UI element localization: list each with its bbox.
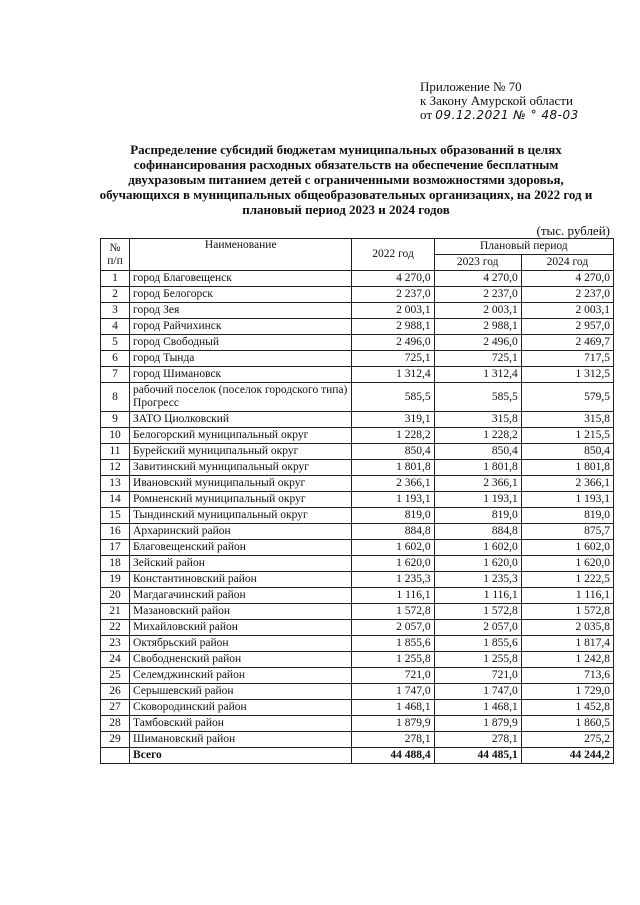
row-number: 10	[101, 428, 130, 444]
row-name: Мазановский район	[130, 604, 352, 620]
row-name: город Тында	[130, 351, 352, 367]
row-name: город Райчихинск	[130, 319, 352, 335]
row-value-2024: 2 003,1	[521, 303, 613, 319]
row-value-2022: 319,1	[352, 412, 434, 428]
row-number: 27	[101, 700, 130, 716]
row-name: город Свободный	[130, 335, 352, 351]
table-row	[101, 492, 614, 508]
row-value-2023: 1 468,1	[434, 700, 521, 716]
row-value-2023: 2 366,1	[434, 476, 521, 492]
document-title: Распределение субсидий бюджетам муниципальных образований в целях софинансирования расходных обязательств на обеспечение бесплатным двухразовым питанием детей с ограниченными возможностями здоровья, обучающихся в муниципальных общеобразовательных организациях, на 2022 год и плановый период 2023 и 2024 годов	[99, 142, 593, 217]
row-name: Ромненский муниципальный округ	[130, 492, 352, 508]
row-value-2024: 1 729,0	[521, 684, 613, 700]
row-value-2022: 725,1	[352, 351, 434, 367]
table-row	[101, 652, 614, 668]
row-value-2024: 579,5	[521, 383, 613, 412]
row-value-2022: 2 988,1	[352, 319, 434, 335]
row-value-2022: 1 228,2	[352, 428, 434, 444]
row-number: 8	[101, 383, 130, 412]
total-2023: 44 485,1	[434, 748, 521, 764]
row-value-2023: 1 747,0	[434, 684, 521, 700]
row-value-2023: 1 572,8	[434, 604, 521, 620]
table-row	[101, 319, 614, 335]
appendix-from-label: от	[420, 107, 433, 122]
appendix-law: к Закону Амурской области	[420, 93, 573, 108]
row-value-2022: 1 255,8	[352, 652, 434, 668]
table-row	[101, 444, 614, 460]
row-value-2022: 1 235,3	[352, 572, 434, 588]
table-row	[101, 572, 614, 588]
row-number: 26	[101, 684, 130, 700]
row-value-2023: 4 270,0	[434, 271, 521, 287]
row-value-2024: 1 312,5	[521, 367, 613, 383]
total-2022: 44 488,4	[352, 748, 434, 764]
row-value-2023: 2 003,1	[434, 303, 521, 319]
table-row	[101, 367, 614, 383]
table-row	[101, 271, 614, 287]
row-value-2023: 884,8	[434, 524, 521, 540]
row-value-2023: 585,5	[434, 383, 521, 412]
row-value-2022: 1 312,4	[352, 367, 434, 383]
table-row	[101, 732, 614, 748]
row-number: 3	[101, 303, 130, 319]
row-name: Свободненский район	[130, 652, 352, 668]
table-row	[101, 636, 614, 652]
row-value-2024: 1 801,8	[521, 460, 613, 476]
row-value-2022: 1 855,6	[352, 636, 434, 652]
table-row	[101, 684, 614, 700]
row-name: город Шимановск	[130, 367, 352, 383]
table-row	[101, 287, 614, 303]
table-row	[101, 508, 614, 524]
row-value-2024: 1 116,1	[521, 588, 613, 604]
row-name: Константиновский район	[130, 572, 352, 588]
row-value-2022: 278,1	[352, 732, 434, 748]
row-name: Благовещенский район	[130, 540, 352, 556]
handwritten-date: 09.12.2021 № ° 48-03	[435, 108, 579, 122]
table-row	[101, 460, 614, 476]
table-body	[101, 271, 614, 748]
row-value-2023: 850,4	[434, 444, 521, 460]
row-value-2024: 875,7	[521, 524, 613, 540]
row-value-2023: 1 116,1	[434, 588, 521, 604]
row-number: 21	[101, 604, 130, 620]
row-value-2024: 2 366,1	[521, 476, 613, 492]
total-row	[101, 748, 614, 764]
row-value-2022: 2 057,0	[352, 620, 434, 636]
row-value-2022: 1 747,0	[352, 684, 434, 700]
row-value-2024: 1 215,5	[521, 428, 613, 444]
row-value-2023: 725,1	[434, 351, 521, 367]
row-value-2023: 819,0	[434, 508, 521, 524]
row-value-2024: 1 452,8	[521, 700, 613, 716]
header-name: Наименование	[130, 239, 352, 271]
row-value-2022: 819,0	[352, 508, 434, 524]
row-number: 25	[101, 668, 130, 684]
row-number: 11	[101, 444, 130, 460]
row-value-2024: 2 035,8	[521, 620, 613, 636]
subsidy-table	[100, 238, 614, 764]
row-value-2023: 721,0	[434, 668, 521, 684]
table-row	[101, 412, 614, 428]
row-value-2024: 315,8	[521, 412, 613, 428]
row-number: 5	[101, 335, 130, 351]
row-number: 22	[101, 620, 130, 636]
row-name: Селемджинский район	[130, 668, 352, 684]
header-plan-period: Плановый период	[434, 239, 613, 255]
row-number: 7	[101, 367, 130, 383]
row-value-2022: 1 572,8	[352, 604, 434, 620]
row-value-2023: 315,8	[434, 412, 521, 428]
table-row	[101, 351, 614, 367]
header-2024: 2024 год	[521, 255, 613, 271]
row-value-2023: 1 235,3	[434, 572, 521, 588]
header-2022: 2022 год	[352, 239, 434, 271]
row-value-2022: 1 468,1	[352, 700, 434, 716]
table-row	[101, 604, 614, 620]
row-value-2023: 1 228,2	[434, 428, 521, 444]
row-name: город Белогорск	[130, 287, 352, 303]
row-value-2024: 1 602,0	[521, 540, 613, 556]
row-number: 14	[101, 492, 130, 508]
header-num: № п/п	[101, 239, 130, 271]
row-name: Серышевский район	[130, 684, 352, 700]
total-num-cell	[101, 748, 130, 764]
row-name: Сковородинский район	[130, 700, 352, 716]
row-number: 20	[101, 588, 130, 604]
row-name: город Благовещенск	[130, 271, 352, 287]
row-value-2022: 884,8	[352, 524, 434, 540]
row-value-2022: 850,4	[352, 444, 434, 460]
row-value-2022: 2 496,0	[352, 335, 434, 351]
row-value-2023: 2 057,0	[434, 620, 521, 636]
row-number: 29	[101, 732, 130, 748]
row-number: 4	[101, 319, 130, 335]
row-value-2022: 721,0	[352, 668, 434, 684]
row-name: Ивановский муниципальный округ	[130, 476, 352, 492]
row-value-2024: 275,2	[521, 732, 613, 748]
total-2024: 44 244,2	[521, 748, 613, 764]
row-value-2024: 2 469,7	[521, 335, 613, 351]
row-name: ЗАТО Циолковский	[130, 412, 352, 428]
row-number: 28	[101, 716, 130, 732]
row-number: 16	[101, 524, 130, 540]
row-value-2024: 4 270,0	[521, 271, 613, 287]
row-value-2022: 2 366,1	[352, 476, 434, 492]
row-value-2023: 1 312,4	[434, 367, 521, 383]
row-name: Магдагачинский район	[130, 588, 352, 604]
appendix-number: Приложение № 70	[420, 79, 522, 94]
row-name: рабочий поселок (поселок городского типа) Прогресс	[130, 383, 352, 412]
row-value-2024: 1 817,4	[521, 636, 613, 652]
row-value-2024: 2 957,0	[521, 319, 613, 335]
row-value-2024: 713,6	[521, 668, 613, 684]
row-value-2022: 4 270,0	[352, 271, 434, 287]
row-value-2023: 1 801,8	[434, 460, 521, 476]
table-row	[101, 700, 614, 716]
row-value-2023: 278,1	[434, 732, 521, 748]
row-name: Завитинский муниципальный округ	[130, 460, 352, 476]
row-name: Зейский район	[130, 556, 352, 572]
row-name: Тамбовский район	[130, 716, 352, 732]
row-number: 13	[101, 476, 130, 492]
row-value-2024: 1 620,0	[521, 556, 613, 572]
table-row	[101, 524, 614, 540]
row-value-2024: 1 193,1	[521, 492, 613, 508]
row-value-2022: 2 237,0	[352, 287, 434, 303]
row-value-2022: 2 003,1	[352, 303, 434, 319]
row-name: Октябрьский район	[130, 636, 352, 652]
row-number: 1	[101, 271, 130, 287]
row-value-2024: 1 572,8	[521, 604, 613, 620]
total-label: Всего	[130, 748, 352, 764]
row-number: 12	[101, 460, 130, 476]
row-number: 17	[101, 540, 130, 556]
row-number: 24	[101, 652, 130, 668]
row-name: Белогорский муниципальный округ	[130, 428, 352, 444]
row-name: Шимановский район	[130, 732, 352, 748]
row-name: город Зея	[130, 303, 352, 319]
table-row	[101, 620, 614, 636]
table-row	[101, 540, 614, 556]
table-row	[101, 476, 614, 492]
row-value-2024: 717,5	[521, 351, 613, 367]
row-value-2022: 1 193,1	[352, 492, 434, 508]
table-row	[101, 335, 614, 351]
row-value-2024: 2 237,0	[521, 287, 613, 303]
row-number: 6	[101, 351, 130, 367]
table-row	[101, 383, 614, 412]
appendix-date-line	[420, 108, 579, 122]
row-value-2023: 2 496,0	[434, 335, 521, 351]
row-value-2023: 1 193,1	[434, 492, 521, 508]
row-name: Архаринский район	[130, 524, 352, 540]
row-value-2022: 1 116,1	[352, 588, 434, 604]
row-number: 15	[101, 508, 130, 524]
row-value-2022: 1 620,0	[352, 556, 434, 572]
row-value-2022: 585,5	[352, 383, 434, 412]
row-value-2023: 1 879,9	[434, 716, 521, 732]
row-value-2023: 1 602,0	[434, 540, 521, 556]
row-value-2023: 2 237,0	[434, 287, 521, 303]
header-2023: 2023 год	[434, 255, 521, 271]
appendix-block	[420, 80, 579, 122]
row-value-2024: 819,0	[521, 508, 613, 524]
table-row	[101, 303, 614, 319]
row-name: Михайловский район	[130, 620, 352, 636]
row-value-2024: 1 242,8	[521, 652, 613, 668]
table-row	[101, 668, 614, 684]
table-row	[101, 428, 614, 444]
table-row	[101, 716, 614, 732]
row-value-2024: 850,4	[521, 444, 613, 460]
row-number: 2	[101, 287, 130, 303]
row-number: 18	[101, 556, 130, 572]
row-value-2023: 1 855,6	[434, 636, 521, 652]
row-number: 19	[101, 572, 130, 588]
row-value-2023: 2 988,1	[434, 319, 521, 335]
row-value-2023: 1 620,0	[434, 556, 521, 572]
row-value-2024: 1 860,5	[521, 716, 613, 732]
row-name: Бурейский муниципальный округ	[130, 444, 352, 460]
row-value-2022: 1 879,9	[352, 716, 434, 732]
table-row	[101, 556, 614, 572]
row-value-2022: 1 602,0	[352, 540, 434, 556]
row-number: 23	[101, 636, 130, 652]
row-value-2024: 1 222,5	[521, 572, 613, 588]
row-name: Тындинский муниципальный округ	[130, 508, 352, 524]
row-value-2023: 1 255,8	[434, 652, 521, 668]
row-number: 9	[101, 412, 130, 428]
row-value-2022: 1 801,8	[352, 460, 434, 476]
table-row	[101, 588, 614, 604]
units-label: (тыс. рублей)	[536, 223, 610, 238]
